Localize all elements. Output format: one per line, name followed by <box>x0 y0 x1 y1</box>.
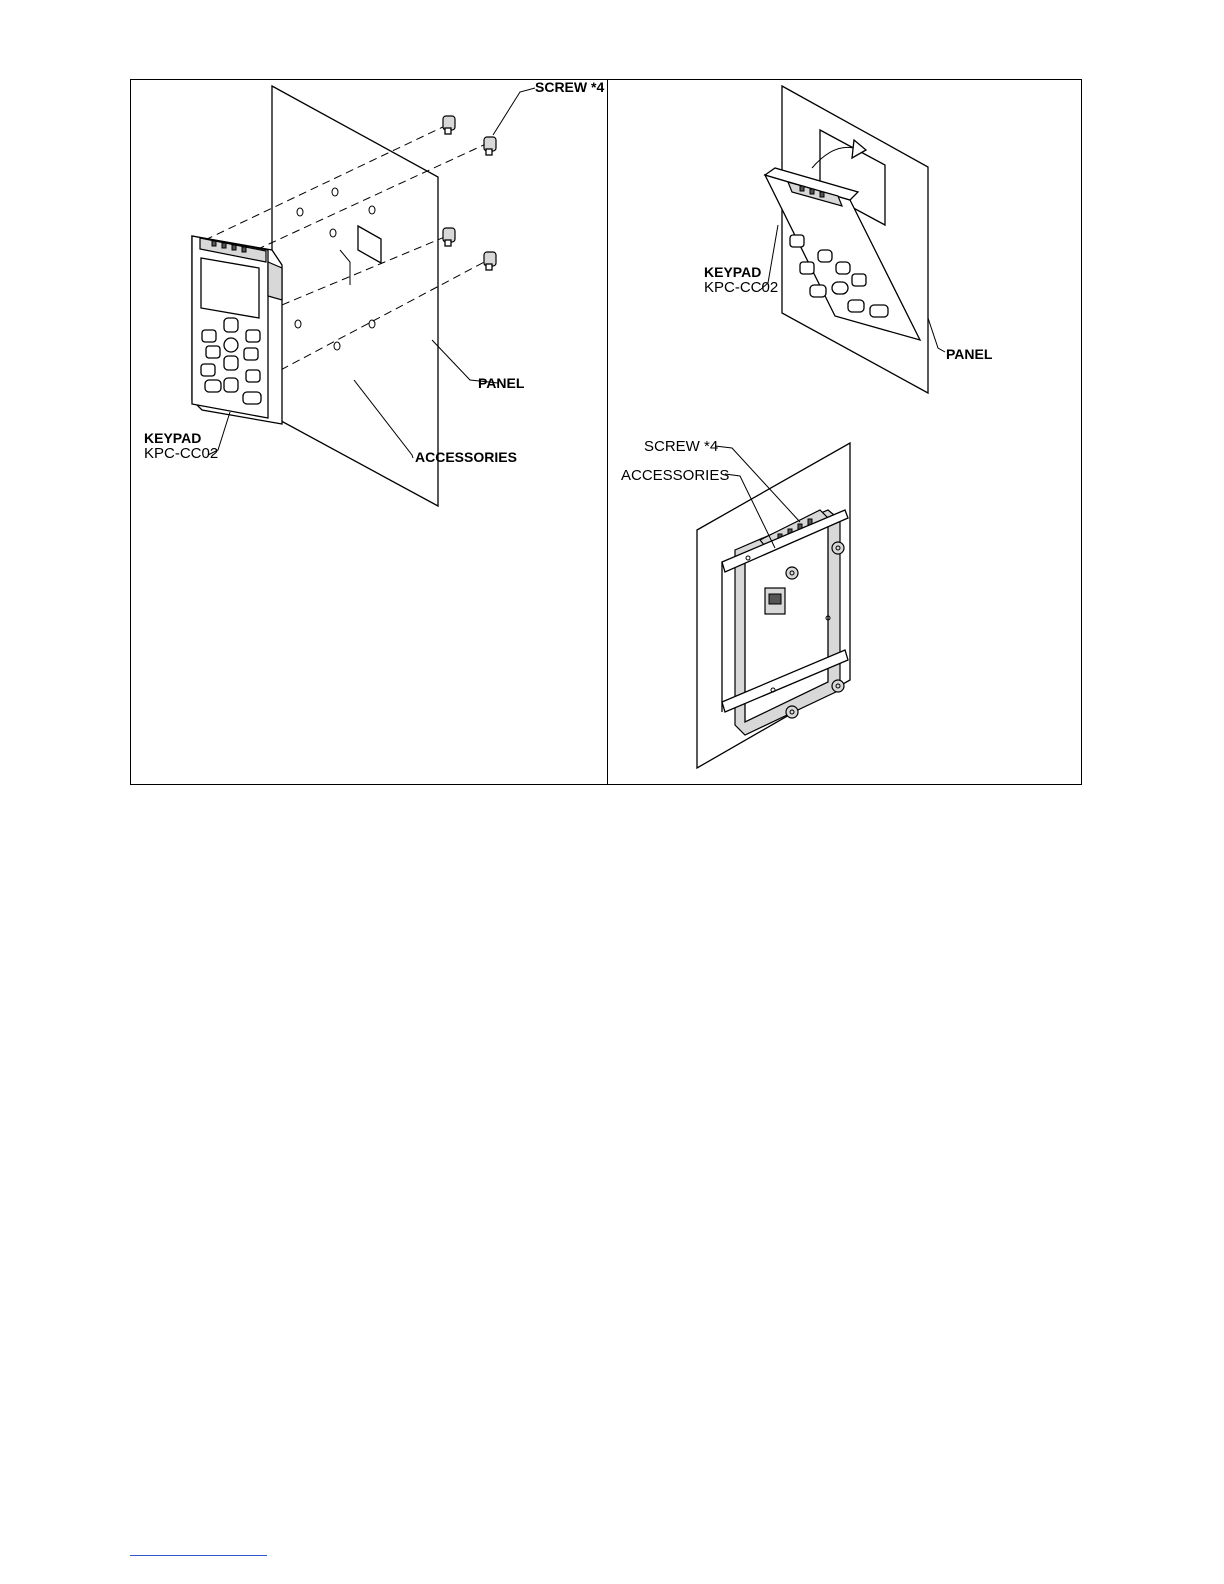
screw-icon <box>786 706 798 718</box>
screw-label: SCREW *4 <box>535 79 605 95</box>
screw-label-right: SCREW *4 <box>644 438 719 455</box>
screw-icon <box>443 116 455 134</box>
panel-label-right: PANEL <box>946 346 993 362</box>
accessories-label-right: ACCESSORIES <box>621 467 730 484</box>
panel-sheet <box>272 86 438 506</box>
keypad-device <box>192 236 282 424</box>
screw-icon <box>832 542 844 554</box>
keypad-label-right: KEYPAD <box>704 264 762 280</box>
left-exploded-view <box>192 86 535 506</box>
screw-icon <box>484 252 496 270</box>
screw-icon <box>832 680 844 692</box>
screw-icon <box>484 137 496 155</box>
screw-icon <box>443 228 455 246</box>
screw-icon <box>786 567 798 579</box>
right-tilt-view <box>760 86 945 393</box>
keypad-model-label-right: KPC-CC02 <box>704 279 779 296</box>
accessories-label: ACCESSORIES <box>415 449 517 465</box>
right-rear-view <box>697 443 850 768</box>
panel-label: PANEL <box>478 375 525 391</box>
keypad-model-label: KPC-CC02 <box>144 445 219 462</box>
footer-rule <box>130 1555 267 1556</box>
keypad-label: KEYPAD <box>144 430 202 446</box>
